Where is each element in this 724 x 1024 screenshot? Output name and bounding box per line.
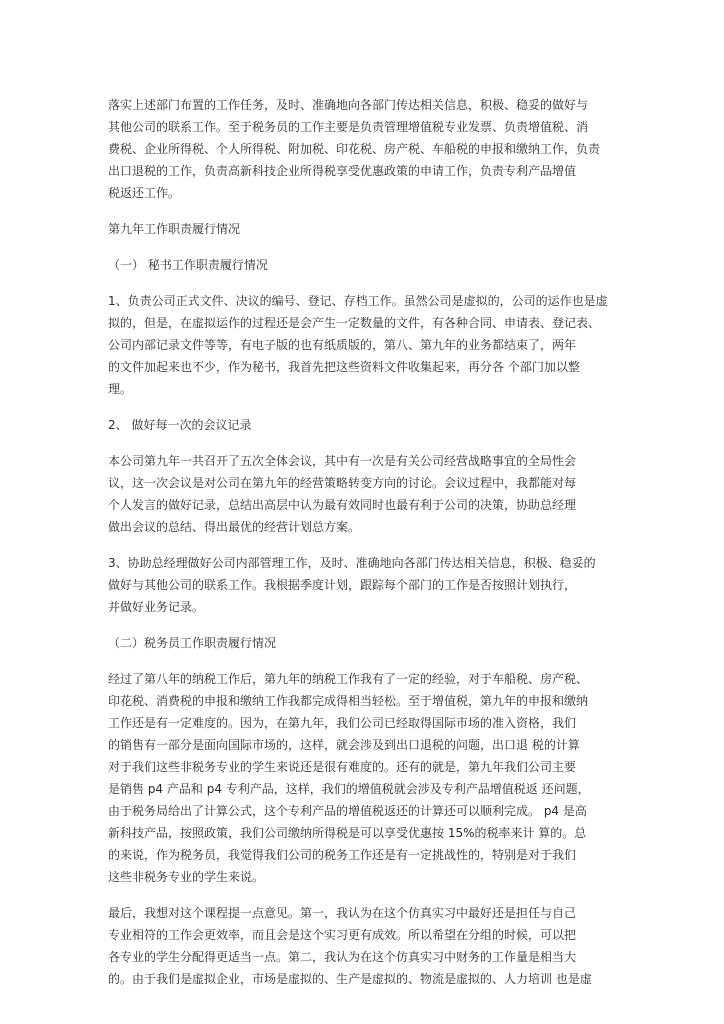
heading-item-2: 2、 做好每一次的会议记录 xyxy=(108,418,252,432)
heading-year9-duties: 第九年工作职责履行情况 xyxy=(108,222,241,236)
paragraph-item-2: 本公司第九年一共召开了五次全体会议，其中有一次是有关公司经营战略事宜的全局性会 议，这一次会议是对公司在第九年的经营策略转变方向的讨论。会议过程中，我都能对每 个人发言的做好记录，总结出高层中认为最有效同时也最有利于公司的决策，协助总经理 做出会议的总结、得出最优的经营计划总方案。 xyxy=(108,454,577,534)
paragraph-final: 最后，我想对这个课程提一点意见。第一，我认为在这个仿真实习中最好还是担任与自己 专业相符的工作会更效率，而且会是这个实习更有成效。所以希望在分组的时候，可以把 各专业的学生分配得更适当一点。第二，我认为在这个仿真实习中财务的工作量是相当大 的。由于我们是虚拟企业，市场是虚拟的、生产是虚拟的、物流是虚拟的、人力培训 也是虚 xyxy=(108,906,592,986)
paragraph-intro: 落实上述部门布置的工作任务，及时、准确地向各部门传达相关信息，积极、稳妥的做好与 其他公司的联系工作。至于税务员的工作主要是负责管理增值税专业发票、负责增值税、消 费税、企业所得税、个人所得税、附加税、印花税、房产税、车船税的申报和缴纳工作，负责 出口退税的工作，负责高新科技企业所得税享受优惠政策的申请工作，负责专利产品增值 税返还工作。 xyxy=(108,98,601,200)
paragraph-item-3: 3、协助总经理做好公司内部管理工作，及时、准确地向各部门传达相关信息，积极、稳妥的 做好与其他公司的联系工作。我根据季度计划，跟踪每个部门的工作是否按照计划执行， 并做好业务记录。 xyxy=(108,556,596,614)
heading-tax-duties: （二）税务员工作职责履行情况 xyxy=(108,636,277,650)
heading-secretary-duties: （一） 秘书工作职责履行情况 xyxy=(108,258,268,272)
paragraph-tax: 经过了第八年的纳税工作后，第九年的纳税工作我有了一定的经验，对于车船税、房产税、 印花税、消费税的申报和缴纳工作我都完成得相当轻松。至于增值税，第九年的申报和缴纳 工作还是有一定难度的。因为，在第九年，我们公司已经取得国际市场的准入资格，我们 的销售有一部分是面向国际市场的，这样，就会涉及到出口退税的问题，出口退 税的计算 对于我们这些非税务专业的学生来说还是很有难度的。还有的就是，第九年我们公司主要 是销售 p4 产品和 p4 专利产品，这样，我们的增值税就会涉及专利产品增值税返 还问题， 由于税务局给出了计算公式，这个专利产品的增值税返还的计算还可以顺利完成。 p4 是高 新科技产品，按照政策，我们公司缴纳所得税是可以享受优惠按 15%的税率来计 算的。总 的来说，作为税务员，我觉得我们公司的税务工作还是有一定挑战性的，特别是对于我们 这些非税务专业的学生来说。 xyxy=(108,672,590,884)
paragraph-item-1: 1、负责公司正式文件、决议的编号、登记、存档工作。虽然公司是虚拟的，公司的运作也是虚 拟的，但是，在虚拟运作的过程还是会产生一定数量的文件，有各种合同、申请表、登记表、 公司内部记录文件等等，有电子版的也有纸质版的，第八、第九年的业务都结束了，两年 的文件加起来也不少，作为秘书，我首先把这些资料文件收集起来，再分各 个部门加以整 理。 xyxy=(108,294,608,396)
document-page xyxy=(108,94,620,990)
